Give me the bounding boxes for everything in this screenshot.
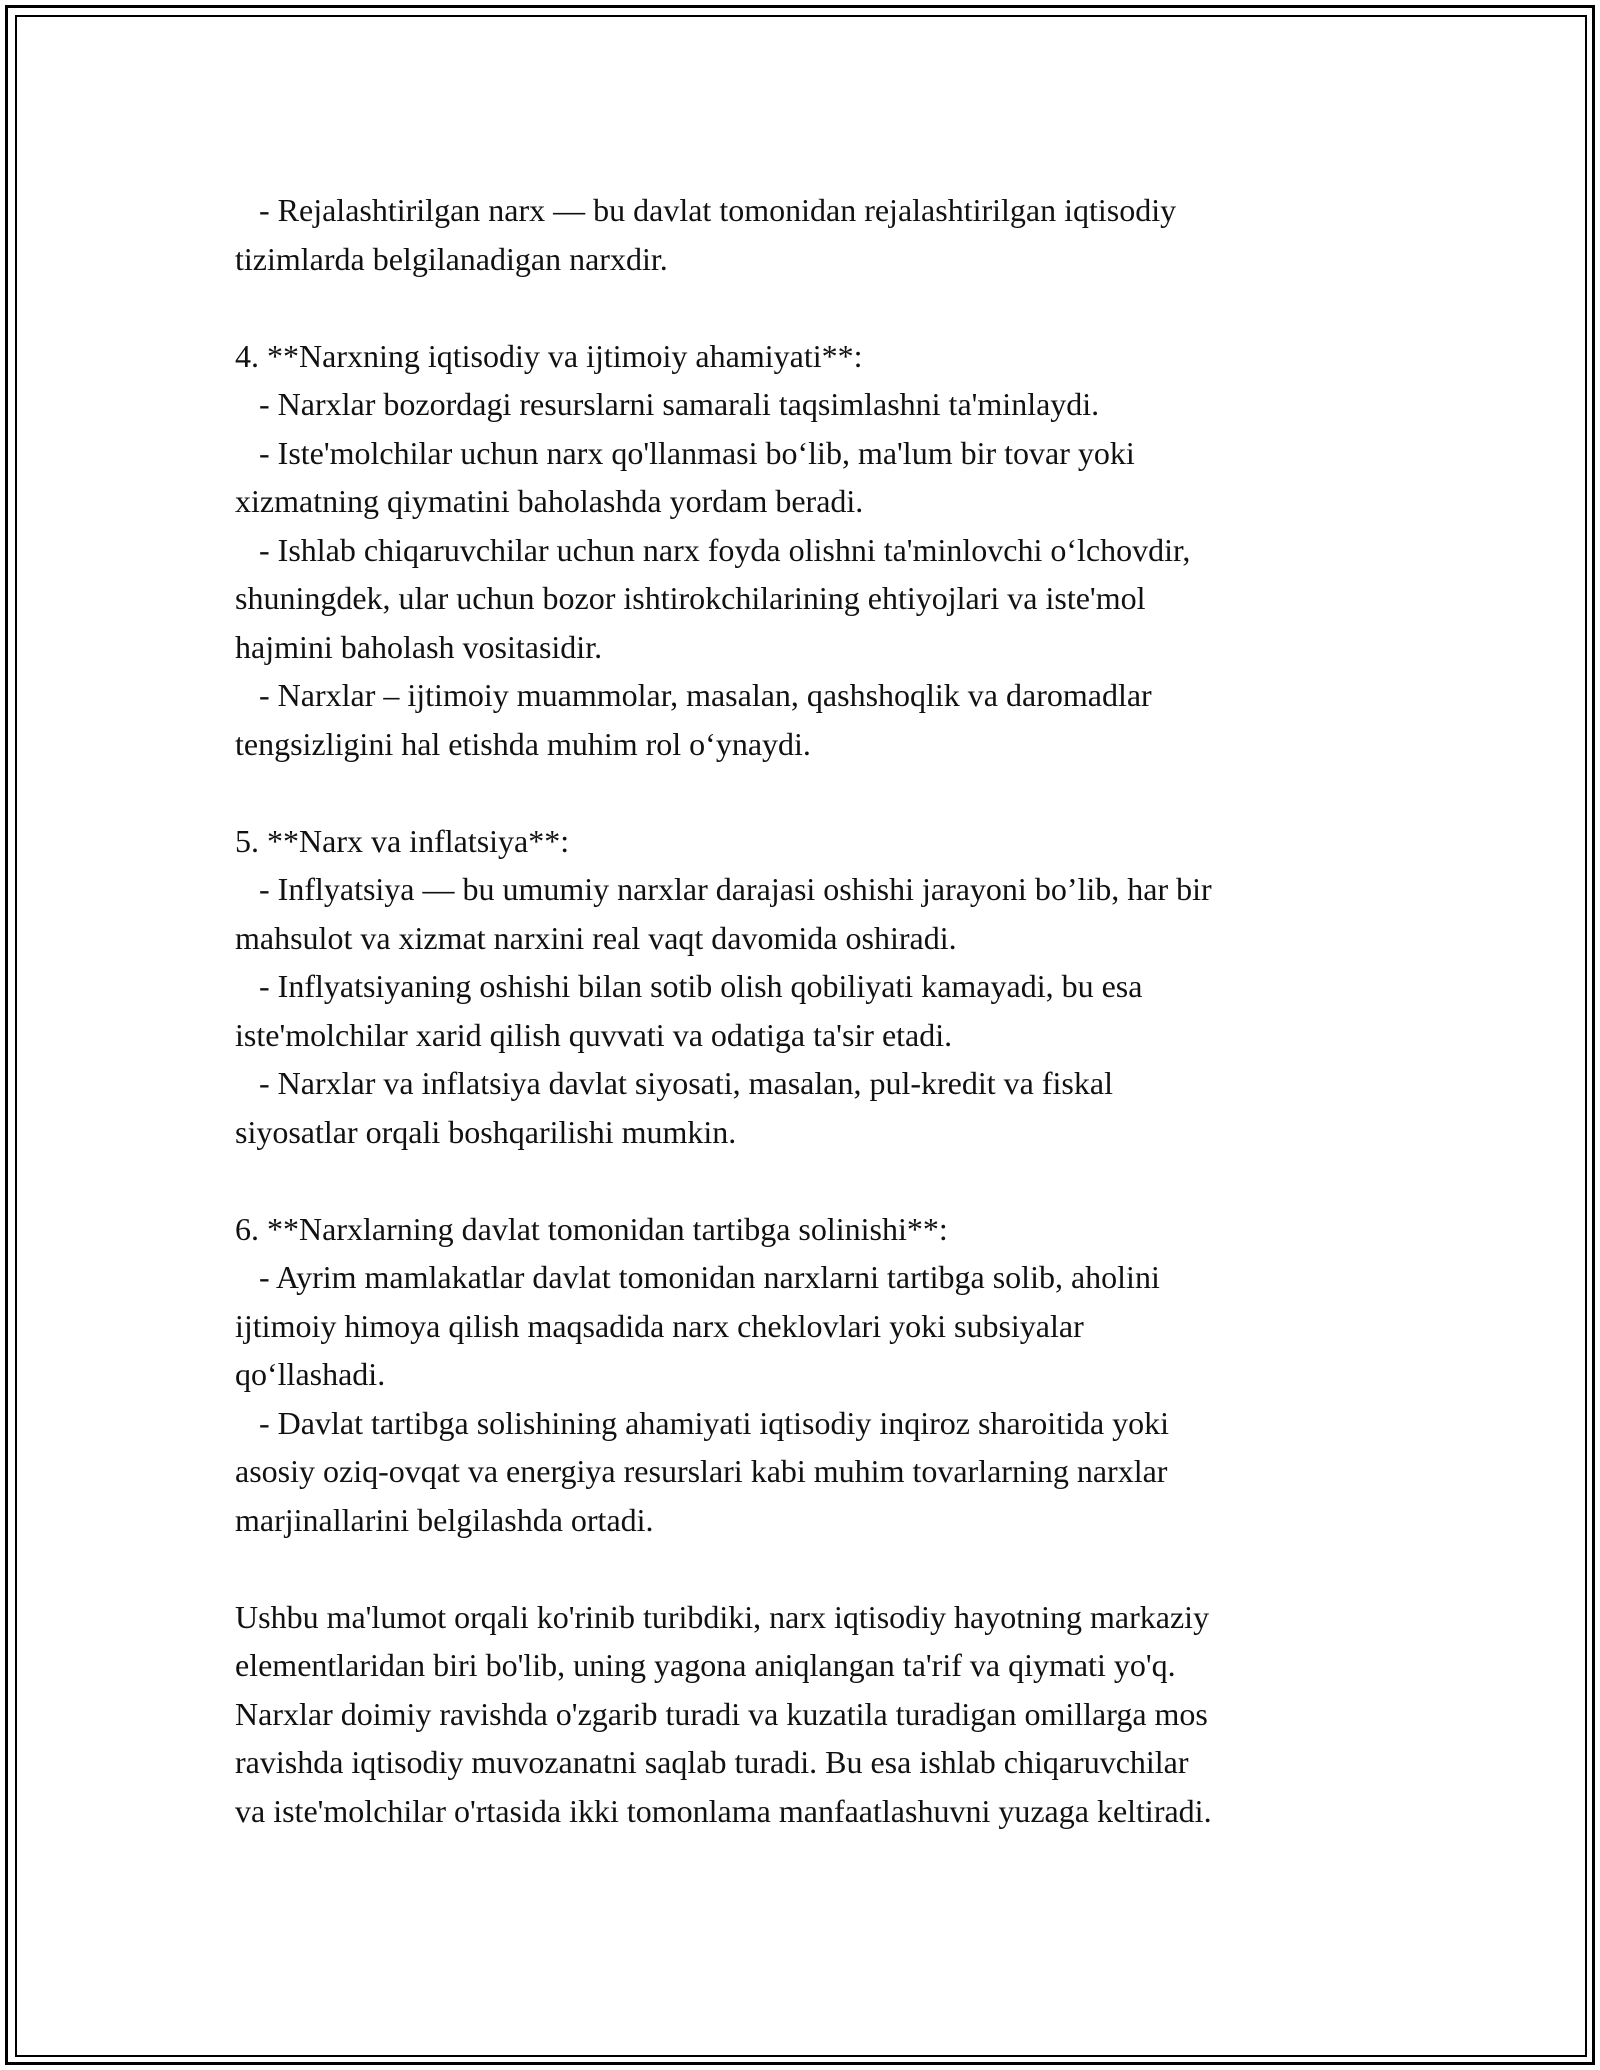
conclusion-line: Ushbu ma'lumot orqali ko'rinib turibdiki, narx iqtisodiy hayotning markaziy bbox=[235, 1598, 1210, 1635]
conclusion-line: elementlaridan biri bo'lib, uning yagona aniqlangan ta'rif va qiymati yo'q. bbox=[235, 1647, 1176, 1683]
text-line: - Narxlar – ijtimoiy muammolar, masalan, qashshoqlik va daromadlar bbox=[235, 677, 1152, 713]
text-line: - Inflyatsiyaning oshishi bilan sotib olish qobiliyati kamayadi, bu esa bbox=[235, 968, 1143, 1004]
section-heading: 6. **Narxlarning davlat tomonidan tartibga solinishi**: bbox=[235, 1210, 948, 1247]
text-line: - Iste'molchilar uchun narx qo'llanmasi bo‘lib, ma'lum bir tovar yoki bbox=[235, 434, 1135, 471]
conclusion-line: va iste'molchilar o'rtasida ikki tomonlama manfaatlashuvni yuzaga keltiradi. bbox=[235, 1792, 1212, 1829]
text-line: asosiy oziq-ovqat va energiya resurslari kabi muhim tovarlarning narxlar bbox=[235, 1453, 1168, 1489]
section-heading: 5. **Narx va inflatsiya**: bbox=[235, 822, 570, 859]
text-line: iste'molchilar xarid qilish quvvati va odatiga ta'sir etadi. bbox=[235, 1016, 953, 1053]
conclusion-line: ravishda iqtisodiy muvozanatni saqlab turadi. Bu esa ishlab chiqaruvchilar bbox=[235, 1744, 1189, 1780]
text-line: - Narxlar bozordagi resurslarni samarali taqsimlashni ta'minlaydi. bbox=[235, 386, 1100, 422]
paragraph-gap bbox=[235, 768, 1415, 817]
text-line: hajmini baholash vositasidir. bbox=[235, 628, 603, 665]
paragraph-gap bbox=[235, 1156, 1415, 1205]
text-line: - Rejalashtirilgan narx — bu davlat tomonidan rejalashtirilgan iqtisodiy bbox=[235, 192, 1177, 228]
paragraph-gap bbox=[235, 283, 1415, 332]
text-line: xizmatning qiymatini baholashda yordam beradi. bbox=[235, 483, 864, 519]
text-line: - Ishlab chiqaruvchilar uchun narx foyda olishni ta'minlovchi o‘lchovdir, bbox=[235, 531, 1191, 568]
text-line: tizimlarda belgilanadigan narxdir. bbox=[235, 240, 668, 277]
text-line: siyosatlar orqali boshqarilishi mumkin. bbox=[235, 1113, 737, 1150]
document-body bbox=[235, 186, 1415, 1835]
text-line: shuningdek, ular uchun bozor ishtirokchilarining ehtiyojlari va iste'mol bbox=[235, 580, 1146, 616]
text-line: ijtimoiy himoya qilish maqsadida narx cheklovlari yoki subsiyalar bbox=[235, 1307, 1084, 1344]
text-line: qo‘llashadi. bbox=[235, 1356, 386, 1392]
text-line: - Davlat tartibga solishining ahamiyati iqtisodiy inqiroz sharoitida yoki bbox=[235, 1404, 1170, 1441]
section-heading: 4. **Narxning iqtisodiy va ijtimoiy ahamiyati**: bbox=[235, 337, 863, 374]
text-line: marjinallarini belgilashda ortadi. bbox=[235, 1501, 654, 1538]
text-line: - Narxlar va inflatsiya davlat siyosati, masalan, pul-kredit va fiskal bbox=[235, 1065, 1113, 1101]
paragraph-gap bbox=[235, 1544, 1415, 1593]
text-line: - Inflyatsiya — bu umumiy narxlar darajasi oshishi jarayoni bo’lib, har bir bbox=[235, 871, 1212, 907]
text-line: tengsizligini hal etishda muhim rol o‘ynaydi. bbox=[235, 725, 811, 762]
text-line: mahsulot va xizmat narxini real vaqt davomida oshiradi. bbox=[235, 919, 957, 956]
conclusion-line: Narxlar doimiy ravishda o'zgarib turadi va kuzatila turadigan omillarga mos bbox=[235, 1695, 1208, 1732]
text-line: - Ayrim mamlakatlar davlat tomonidan narxlarni tartibga solib, aholini bbox=[235, 1259, 1160, 1295]
